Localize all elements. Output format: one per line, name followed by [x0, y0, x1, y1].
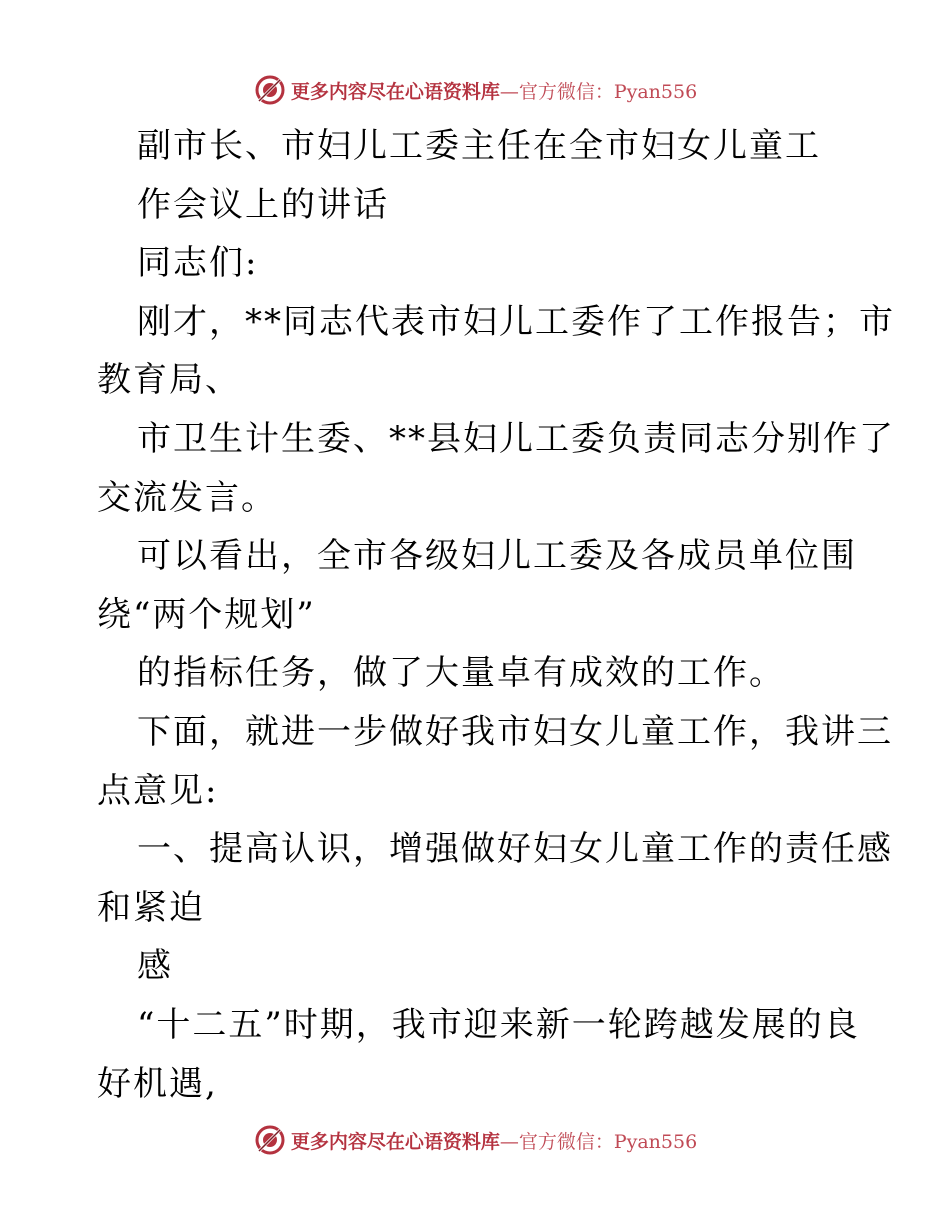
watermark-text-main: 更多内容尽在心语资料库	[290, 80, 500, 103]
speech-body	[97, 117, 895, 1113]
pen-logo-icon	[253, 1123, 287, 1157]
paragraph-line: 的指标任务，做了大量卓有成效的工作。	[137, 653, 785, 694]
footer-watermark	[0, 1122, 950, 1158]
paragraph-line: 好机遇,	[97, 1063, 218, 1104]
section-heading-line: 和紧迫	[97, 887, 205, 928]
pen-logo-icon	[253, 73, 287, 107]
paragraph-line: 教育局、	[97, 360, 241, 401]
paragraph-line: 下面，就进一步做好我市妇女儿童工作，我讲三	[137, 711, 893, 752]
paragraph-line: “十二五”时期，我市迎来新一轮跨越发展的良	[137, 1004, 860, 1045]
paragraph-line: 点意见:	[97, 770, 219, 811]
watermark-text-wechat: —官方微信：Pyan556	[499, 1130, 698, 1153]
paragraph-line: 市卫生计生委、**县妇儿工委负责同志分别作了	[137, 418, 895, 459]
paragraph-line: 刚才，**同志代表市妇儿工委作了工作报告；市	[137, 301, 895, 342]
title-line-2: 作会议上的讲话	[137, 184, 389, 225]
title-line-1: 副市长、市妇儿工委主任在全市妇女儿童工	[137, 126, 821, 166]
watermark-text-wechat: —官方微信：Pyan556	[499, 80, 698, 103]
paragraph-line: 可以看出，全市各级妇儿工委及各成员单位围	[137, 536, 857, 577]
paragraph-line: 交流发言。	[97, 477, 277, 518]
section-heading-line: 一、提高认识，增强做好妇女儿童工作的责任感	[137, 829, 893, 870]
section-heading-line: 感	[137, 946, 173, 987]
watermark-text-main: 更多内容尽在心语资料库	[290, 1130, 500, 1153]
paragraph-line: 绕“两个规划”	[97, 594, 316, 635]
salutation: 同志们:	[137, 243, 259, 284]
header-watermark	[0, 72, 950, 108]
